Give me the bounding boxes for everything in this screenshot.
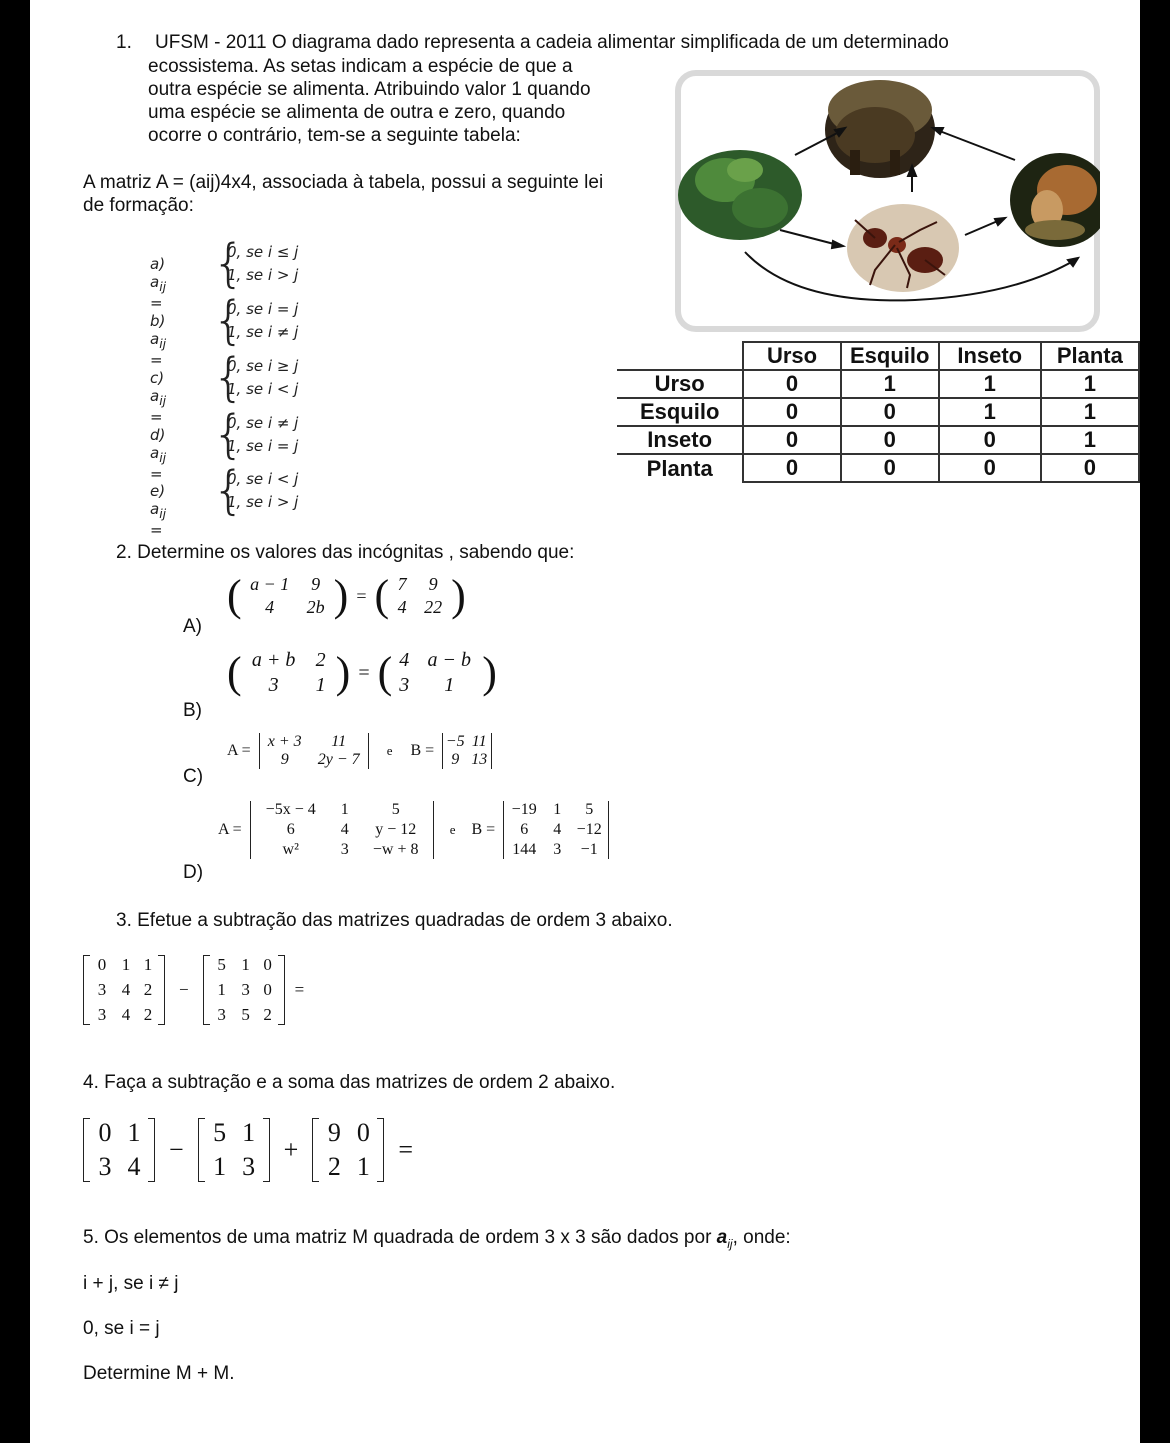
table-cell: 1	[1041, 370, 1139, 398]
table-cell: 1	[1041, 398, 1139, 426]
table-cell: 1	[1041, 426, 1139, 454]
q4-expression: 0 1 3 4 − 5 1 1 3 + 9 0 2 1 =	[83, 1118, 427, 1182]
table-row	[617, 370, 1139, 398]
plant-icon	[678, 150, 802, 240]
q2-a-equation: ( a − 1 9 4 2b ) = ( 7 9 4 22 )	[227, 571, 466, 620]
q5-ask: Determine M + M.	[83, 1363, 235, 1384]
table-cell: 0	[1041, 454, 1139, 482]
q3-expression: 0 1 1 3 4 2 3 4 2 − 5 1 0 1 3 0 3 5 2 =	[83, 955, 314, 1025]
q5-rule-2: 0, se i = j	[83, 1318, 160, 1339]
table-cell: 0	[841, 398, 939, 426]
q1-number: 1.	[116, 32, 132, 53]
q1-line-1: UFSM - 2011 O diagrama dado representa a cadeia alimentar simplificada de um determinado	[155, 32, 949, 53]
q3-text: 3. Efetue a subtração das matrizes quadradas de ordem 3 abaixo.	[116, 910, 673, 931]
row-header: Inseto	[617, 426, 743, 454]
row-header: Planta	[617, 454, 743, 482]
q2-d-label: D)	[183, 862, 204, 883]
table-cell: 0	[743, 454, 840, 482]
q1-line-4: uma espécie se alimenta de outra e zero, quando	[148, 102, 566, 123]
table-header: Planta	[1041, 342, 1139, 370]
q4-text: 4. Faça a subtração e a soma das matrizes de ordem 2 abaixo.	[83, 1072, 616, 1093]
row-header: Esquilo	[617, 398, 743, 426]
table-header-row	[617, 342, 1139, 370]
q2-b-equation: ( a + b 2 3 1 ) = ( 4 a − b 3 1 )	[227, 648, 497, 697]
table-cell: 1	[939, 398, 1041, 426]
q2-a-label: A)	[183, 616, 202, 637]
table-row	[617, 454, 1139, 482]
table-header: Inseto	[939, 342, 1041, 370]
q1-line-2: ecossistema. As setas indicam a espécie de que a	[148, 56, 573, 77]
document-page: 1. UFSM - 2011 O diagrama dado representa a cadeia alimentar simplificada de um determinado ecossistema. As setas indicam a espécie de que a outra espécie se alimenta. Atribuindo valor 1 quando uma espécie se alimenta de outra e zero, quando ocorre o contrário, tem-se a seguinte tabela: A matriz A = (aij)4x4, associada à tabela, possui a seguinte lei de formação: a) $a_{ij}$ = { 0, se i ≤ j 1, se i > j b) $a_{ij}$ = { 0, se i = j 1, se i ≠ j c) $a_{ij}$ = { 0, se i ≥ j 1, se i < j d) $a_{ij}$ = { 0, se i ≠ j 1, se i = j e) $a_{ij}$ = { 0, se i < j 1, se i > j Urso Esquilo Inseto Planta Urso 0 1 1 1 Esquilo 0 0 1 1 Inseto 0 0 0 1 Planta 0 0 0 0 2. Determine os valores das incógnitas , sabendo que: A) ( a − 1 9 4 2b ) = ( 7 9 4 22 ) B) ( a + b 2 3 1 ) = ( 4 a − b 3 1 ) C) A = x + 3 11 9 2y − 7 e B = −5 11 9 13 D) A = −5x − 4 1 5 6 4 y − 12 w² 3 −w + 8 e B = −19 1 5 6 4 −12 144 3 −1 3. Efetue a subtração das matrizes quadradas de ordem 3 abaixo. 0 1 1 3 4 2 3 4 2 − 5 1 0 1 3 0 3 5 2 = 4. Faça a subtração e a soma das matrizes de ordem 2 abaixo. 0 1 3 4 − 5 1 1 3 + 9 0 2 1 = 5. Os elementos de uma matriz M quadrada de ordem 3 x 3 são dados por $a_{ij}$, onde: i + j, se i ≠ j 0, se i = j Determine M + M.	[30, 0, 1140, 1443]
food-chain-illustration	[675, 70, 1100, 332]
q2-text: 2. Determine os valores das incógnitas , sabendo que:	[116, 542, 575, 563]
table-cell: 0	[841, 454, 939, 482]
table-cell: 1	[841, 370, 939, 398]
q2-c-equation: A = x + 3 11 9 2y − 7 e B = −5 11 9 13	[227, 733, 492, 769]
q2-c-label: C)	[183, 766, 204, 787]
table-header: Esquilo	[841, 342, 939, 370]
ant-icon	[847, 204, 959, 292]
table-cell: 0	[841, 426, 939, 454]
q1-line-5: ocorre o contrário, tem-se a seguinte tabela:	[148, 125, 521, 146]
table-row	[617, 398, 1139, 426]
table-cell: 0	[743, 370, 840, 398]
table-cell: 1	[939, 370, 1041, 398]
q1-matrix-line-1: A matriz A = (aij)4x4, associada à tabela, possui a seguinte lei	[83, 172, 604, 193]
q2-d-equation: A = −5x − 4 1 5 6 4 y − 12 w² 3 −w + 8 e B = −19 1 5 6 4 −12 144 3 −1	[218, 801, 609, 859]
food-chain-table	[617, 341, 1140, 483]
table-row	[617, 426, 1139, 454]
row-header: Urso	[617, 370, 743, 398]
q5-rule-1: i + j, se i ≠ j	[83, 1273, 179, 1294]
table-cell: 0	[743, 398, 840, 426]
q5-text: 5. Os elementos de uma matriz M quadrada de ordem 3 x 3 são dados por $a_{ij}$, onde:	[83, 1227, 791, 1251]
table-cell: 0	[939, 454, 1041, 482]
q2-b-label: B)	[183, 700, 202, 721]
table-cell: 0	[743, 426, 840, 454]
q1-matrix-line-2: de formação:	[83, 195, 194, 216]
table-header: Urso	[743, 342, 840, 370]
table-cell: 0	[939, 426, 1041, 454]
q1-line-3: outra espécie se alimenta. Atribuindo valor 1 quando	[148, 79, 591, 100]
